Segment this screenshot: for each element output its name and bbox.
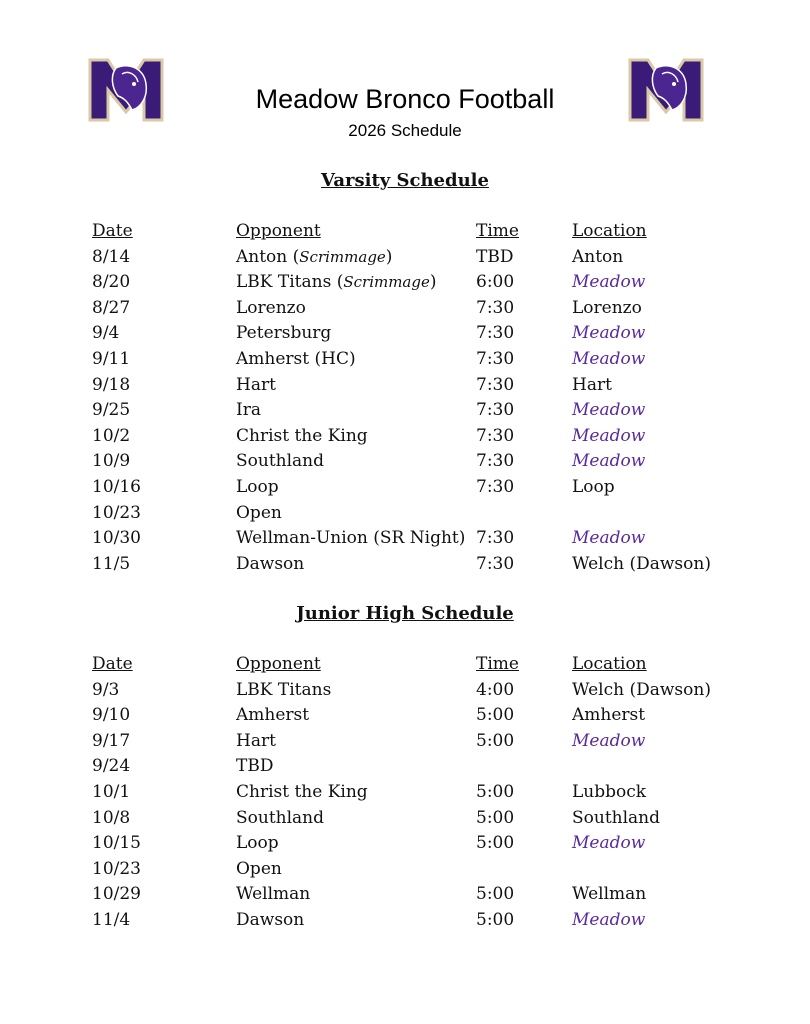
- game-opponent: [236, 398, 261, 424]
- table-row: [92, 449, 752, 475]
- game-date: 11/4: [92, 909, 131, 930]
- opponent-name: LBK Titans: [236, 679, 332, 700]
- table-row: [92, 398, 752, 424]
- game-time: 5:00: [476, 833, 515, 854]
- game-time: 7:30: [476, 425, 515, 446]
- table-row: [92, 347, 752, 373]
- table-row: [92, 831, 752, 857]
- opponent-name: Wellman: [236, 884, 311, 905]
- game-opponent: [236, 347, 356, 373]
- game-opponent: [236, 321, 331, 347]
- table-row: [92, 270, 752, 296]
- game-date: 9/18: [92, 374, 131, 395]
- table-row: [92, 373, 752, 399]
- game-date: 10/2: [92, 425, 131, 446]
- opponent-name: Dawson: [236, 909, 305, 930]
- game-opponent: [236, 424, 368, 450]
- game-date: 10/23: [92, 858, 141, 879]
- column-header-opponent: Opponent: [236, 221, 321, 241]
- opponent-name: Hart: [236, 730, 276, 751]
- opponent-name: Loop: [236, 833, 279, 854]
- game-date: 10/29: [92, 884, 141, 905]
- game-location: Southland: [572, 807, 661, 828]
- note-close-paren: ): [429, 272, 437, 293]
- game-time: 4:00: [476, 679, 515, 700]
- table-row: [92, 754, 752, 780]
- game-time: 7:30: [476, 400, 515, 421]
- table-row: [92, 806, 752, 832]
- game-opponent: [236, 449, 324, 475]
- game-date: 10/15: [92, 833, 141, 854]
- game-time: 6:00: [476, 272, 515, 293]
- column-header-location: Location: [572, 654, 647, 674]
- table-row: [92, 678, 752, 704]
- game-date: 9/25: [92, 400, 131, 421]
- game-time: 7:30: [476, 451, 515, 472]
- game-location: Welch (Dawson): [572, 679, 711, 700]
- game-location: Lorenzo: [572, 297, 642, 318]
- opponent-name: LBK Titans (: [236, 272, 344, 293]
- game-opponent: [236, 475, 279, 501]
- column-header-date: Date: [92, 221, 133, 241]
- table-header-row: [92, 652, 752, 678]
- game-location: Meadow: [572, 451, 646, 472]
- game-time: 5:00: [476, 705, 515, 726]
- note-close-paren: ): [385, 246, 393, 267]
- game-time: 7:30: [476, 348, 515, 369]
- game-opponent: [236, 373, 276, 399]
- game-date: 11/5: [92, 553, 131, 574]
- game-location: Meadow: [572, 400, 646, 421]
- column-header-time: Time: [476, 221, 519, 241]
- junior-high-section-title: Junior High Schedule: [296, 603, 514, 624]
- opponent-name: Wellman-Union (SR Night): [236, 528, 466, 549]
- game-location: Meadow: [572, 272, 646, 293]
- junior-high-schedule-table: [92, 652, 752, 934]
- varsity-schedule-table: [92, 219, 752, 577]
- table-header-row: [92, 219, 752, 245]
- opponent-name: Loop: [236, 476, 279, 497]
- game-opponent: [236, 882, 310, 908]
- game-time: TBD: [476, 246, 514, 267]
- game-opponent: [236, 754, 273, 780]
- game-date: 8/14: [92, 246, 131, 267]
- game-opponent: [236, 806, 324, 832]
- opponent-name: Open: [236, 502, 282, 523]
- table-row: [92, 501, 752, 527]
- game-location: Loop: [572, 476, 615, 497]
- game-time: 5:00: [476, 807, 515, 828]
- game-opponent: [236, 908, 304, 934]
- game-opponent: [236, 780, 368, 806]
- column-header-time: Time: [476, 654, 519, 674]
- table-row: [92, 424, 752, 450]
- game-location: Meadow: [572, 425, 646, 446]
- game-date: 10/8: [92, 807, 131, 828]
- game-opponent: [236, 296, 306, 322]
- game-opponent: [236, 270, 437, 296]
- table-row: [92, 321, 752, 347]
- table-row: [92, 526, 752, 552]
- opponent-name: Anton (: [236, 246, 300, 267]
- table-row: [92, 552, 752, 578]
- game-time: 5:00: [476, 884, 515, 905]
- column-header-date: Date: [92, 654, 133, 674]
- table-row: [92, 245, 752, 271]
- game-time: 7:30: [476, 476, 515, 497]
- game-opponent: [236, 501, 282, 527]
- game-opponent: [236, 678, 331, 704]
- game-location: Lubbock: [572, 781, 647, 802]
- table-row: [92, 780, 752, 806]
- table-row: [92, 296, 752, 322]
- game-time: 7:30: [476, 553, 515, 574]
- table-row: [92, 857, 752, 883]
- opponent-name: Southland: [236, 451, 325, 472]
- game-opponent: [236, 526, 465, 552]
- opponent-name: Christ the King: [236, 425, 368, 446]
- game-location: Meadow: [572, 323, 646, 344]
- game-location: Meadow: [572, 528, 646, 549]
- game-location: Meadow: [572, 833, 646, 854]
- game-time: 5:00: [476, 781, 515, 802]
- page-subtitle: 2026 Schedule: [348, 121, 462, 140]
- opponent-name: Amherst: [236, 705, 310, 726]
- game-time: 7:30: [476, 528, 515, 549]
- opponent-name: TBD: [236, 756, 274, 777]
- table-row: [92, 475, 752, 501]
- game-location: Amherst: [572, 705, 646, 726]
- opponent-name: Petersburg: [236, 323, 332, 344]
- game-opponent: [236, 857, 282, 883]
- game-opponent: [236, 703, 309, 729]
- opponent-name: Ira: [236, 400, 261, 421]
- scrimmage-note: Scrimmage: [343, 273, 430, 292]
- opponent-name: Hart: [236, 374, 276, 395]
- table-row: [92, 703, 752, 729]
- scrimmage-note: Scrimmage: [299, 247, 386, 266]
- table-row: [92, 729, 752, 755]
- game-date: 10/9: [92, 451, 131, 472]
- column-header-opponent: Opponent: [236, 654, 321, 674]
- game-date: 10/16: [92, 476, 141, 497]
- game-opponent: [236, 245, 392, 271]
- game-location: Welch (Dawson): [572, 553, 711, 574]
- game-date: 9/17: [92, 730, 131, 751]
- opponent-name: Amherst (HC): [236, 348, 356, 369]
- game-opponent: [236, 831, 279, 857]
- game-date: 9/10: [92, 705, 131, 726]
- game-location: Hart: [572, 374, 612, 395]
- opponent-name: Dawson: [236, 553, 305, 574]
- table-row: [92, 882, 752, 908]
- game-location: Anton: [572, 246, 624, 267]
- game-location: Meadow: [572, 730, 646, 751]
- game-time: 5:00: [476, 909, 515, 930]
- varsity-section-title: Varsity Schedule: [321, 170, 489, 191]
- game-time: 7:30: [476, 374, 515, 395]
- game-location: Wellman: [572, 884, 647, 905]
- game-opponent: [236, 729, 276, 755]
- game-date: 9/3: [92, 679, 120, 700]
- game-time: 7:30: [476, 297, 515, 318]
- game-location: Meadow: [572, 348, 646, 369]
- opponent-name: Lorenzo: [236, 297, 306, 318]
- game-date: 10/1: [92, 781, 131, 802]
- game-date: 9/24: [92, 756, 131, 777]
- game-time: 7:30: [476, 323, 515, 344]
- opponent-name: Southland: [236, 807, 325, 828]
- game-opponent: [236, 552, 304, 578]
- game-date: 8/27: [92, 297, 131, 318]
- game-location: Meadow: [572, 909, 646, 930]
- table-row: [92, 908, 752, 934]
- column-header-location: Location: [572, 221, 647, 241]
- game-date: 8/20: [92, 272, 131, 293]
- game-date: 9/4: [92, 323, 120, 344]
- game-time: 5:00: [476, 730, 515, 751]
- page-title: Meadow Bronco Football: [255, 84, 555, 114]
- opponent-name: Christ the King: [236, 781, 368, 802]
- game-date: 10/23: [92, 502, 141, 523]
- game-date: 9/11: [92, 348, 131, 369]
- game-date: 10/30: [92, 528, 141, 549]
- opponent-name: Open: [236, 858, 282, 879]
